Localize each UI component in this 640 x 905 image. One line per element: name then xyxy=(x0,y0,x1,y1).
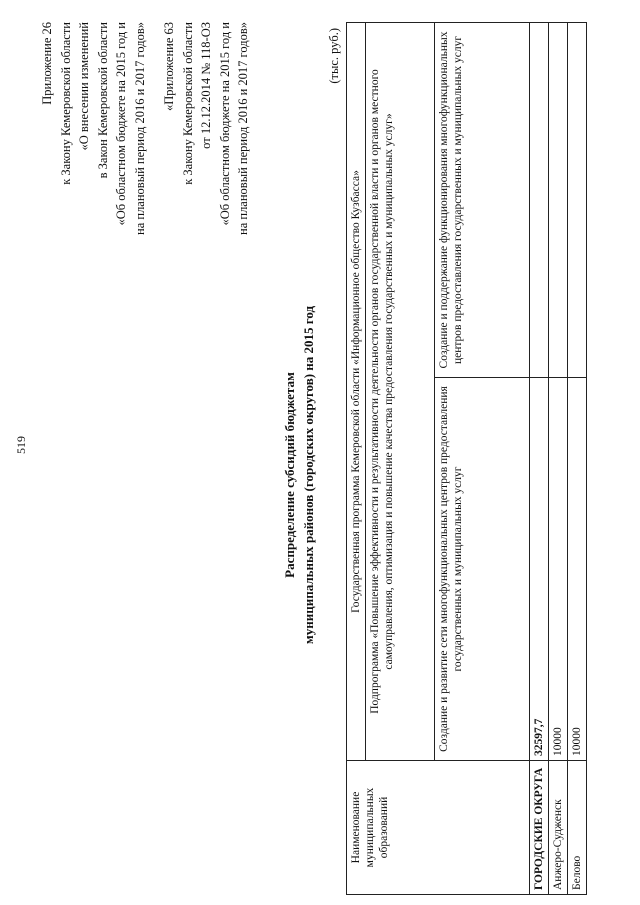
row-value-create: 10000 xyxy=(568,378,587,761)
header-municipality: Наименование муниципальных образований xyxy=(347,761,530,895)
unit-label: (тыс. руб.) xyxy=(327,28,341,84)
row-value-maintain xyxy=(549,23,568,378)
table-row xyxy=(530,23,549,895)
appendix-old-line: на плановый период 2016 и 2017 годов» xyxy=(236,22,250,235)
appendix-new-line: к Закону Кемеровской области xyxy=(58,22,73,185)
appendix-old-line: от 12.12.2014 № 118-ОЗ xyxy=(199,22,213,149)
row-name: Анжеро-Судженск xyxy=(549,761,568,895)
table-row xyxy=(549,23,568,895)
appendix-old-line: «Об областном бюджете на 2015 год и xyxy=(217,22,232,226)
subsidy-table xyxy=(346,22,587,895)
title-line: Распределение субсидий бюджетам xyxy=(282,372,297,578)
appendix-old-line: «Приложение 63 xyxy=(162,22,176,111)
appendix-header-new xyxy=(38,22,149,235)
appendix-new-line: в Закон Кемеровской области xyxy=(95,22,110,179)
table-row xyxy=(568,23,587,895)
header-subprogram: Подпрограмма «Повышение эффективности и результативности деятельности органов государственной власти и органов местного самоуправления, оптимизация и повышение качества предоставления государственных и муниципальных услуг» xyxy=(366,23,435,761)
header-program: Государственная программа Кемеровской области «Информационное общество Кузбасса» xyxy=(347,23,366,761)
row-value-create: 32597,7 xyxy=(530,378,549,761)
row-value-maintain xyxy=(530,23,549,378)
document-title xyxy=(280,225,318,725)
appendix-old-line: к Закону Кемеровской области xyxy=(180,22,195,185)
appendix-new-line: «О внесении изменений xyxy=(77,22,91,151)
row-value-maintain xyxy=(568,23,587,378)
row-name: ГОРОДСКИЕ ОКРУГА xyxy=(530,761,549,895)
appendix-new-line: Приложение 26 xyxy=(40,22,54,105)
header-col-create: Создание и развитие сети многофункциональных центров предоставления государственных и муниципальных услуг xyxy=(435,378,530,761)
page-number: 519 xyxy=(14,436,28,454)
appendix-new-line: на плановый период 2016 и 2017 годов» xyxy=(132,22,147,235)
title-line: муниципальных районов (городских округов) на 2015 год xyxy=(301,305,316,645)
appendix-header-old xyxy=(160,22,253,235)
header-col-maintain: Создание и поддержание функционирования многофункциональных центров предоставления государственных и муниципальных услуг xyxy=(435,23,530,378)
appendix-new-line: «Об областном бюджете на 2015 год и xyxy=(114,22,128,226)
row-value-create: 10000 xyxy=(549,378,568,761)
row-name: Белово xyxy=(568,761,587,895)
